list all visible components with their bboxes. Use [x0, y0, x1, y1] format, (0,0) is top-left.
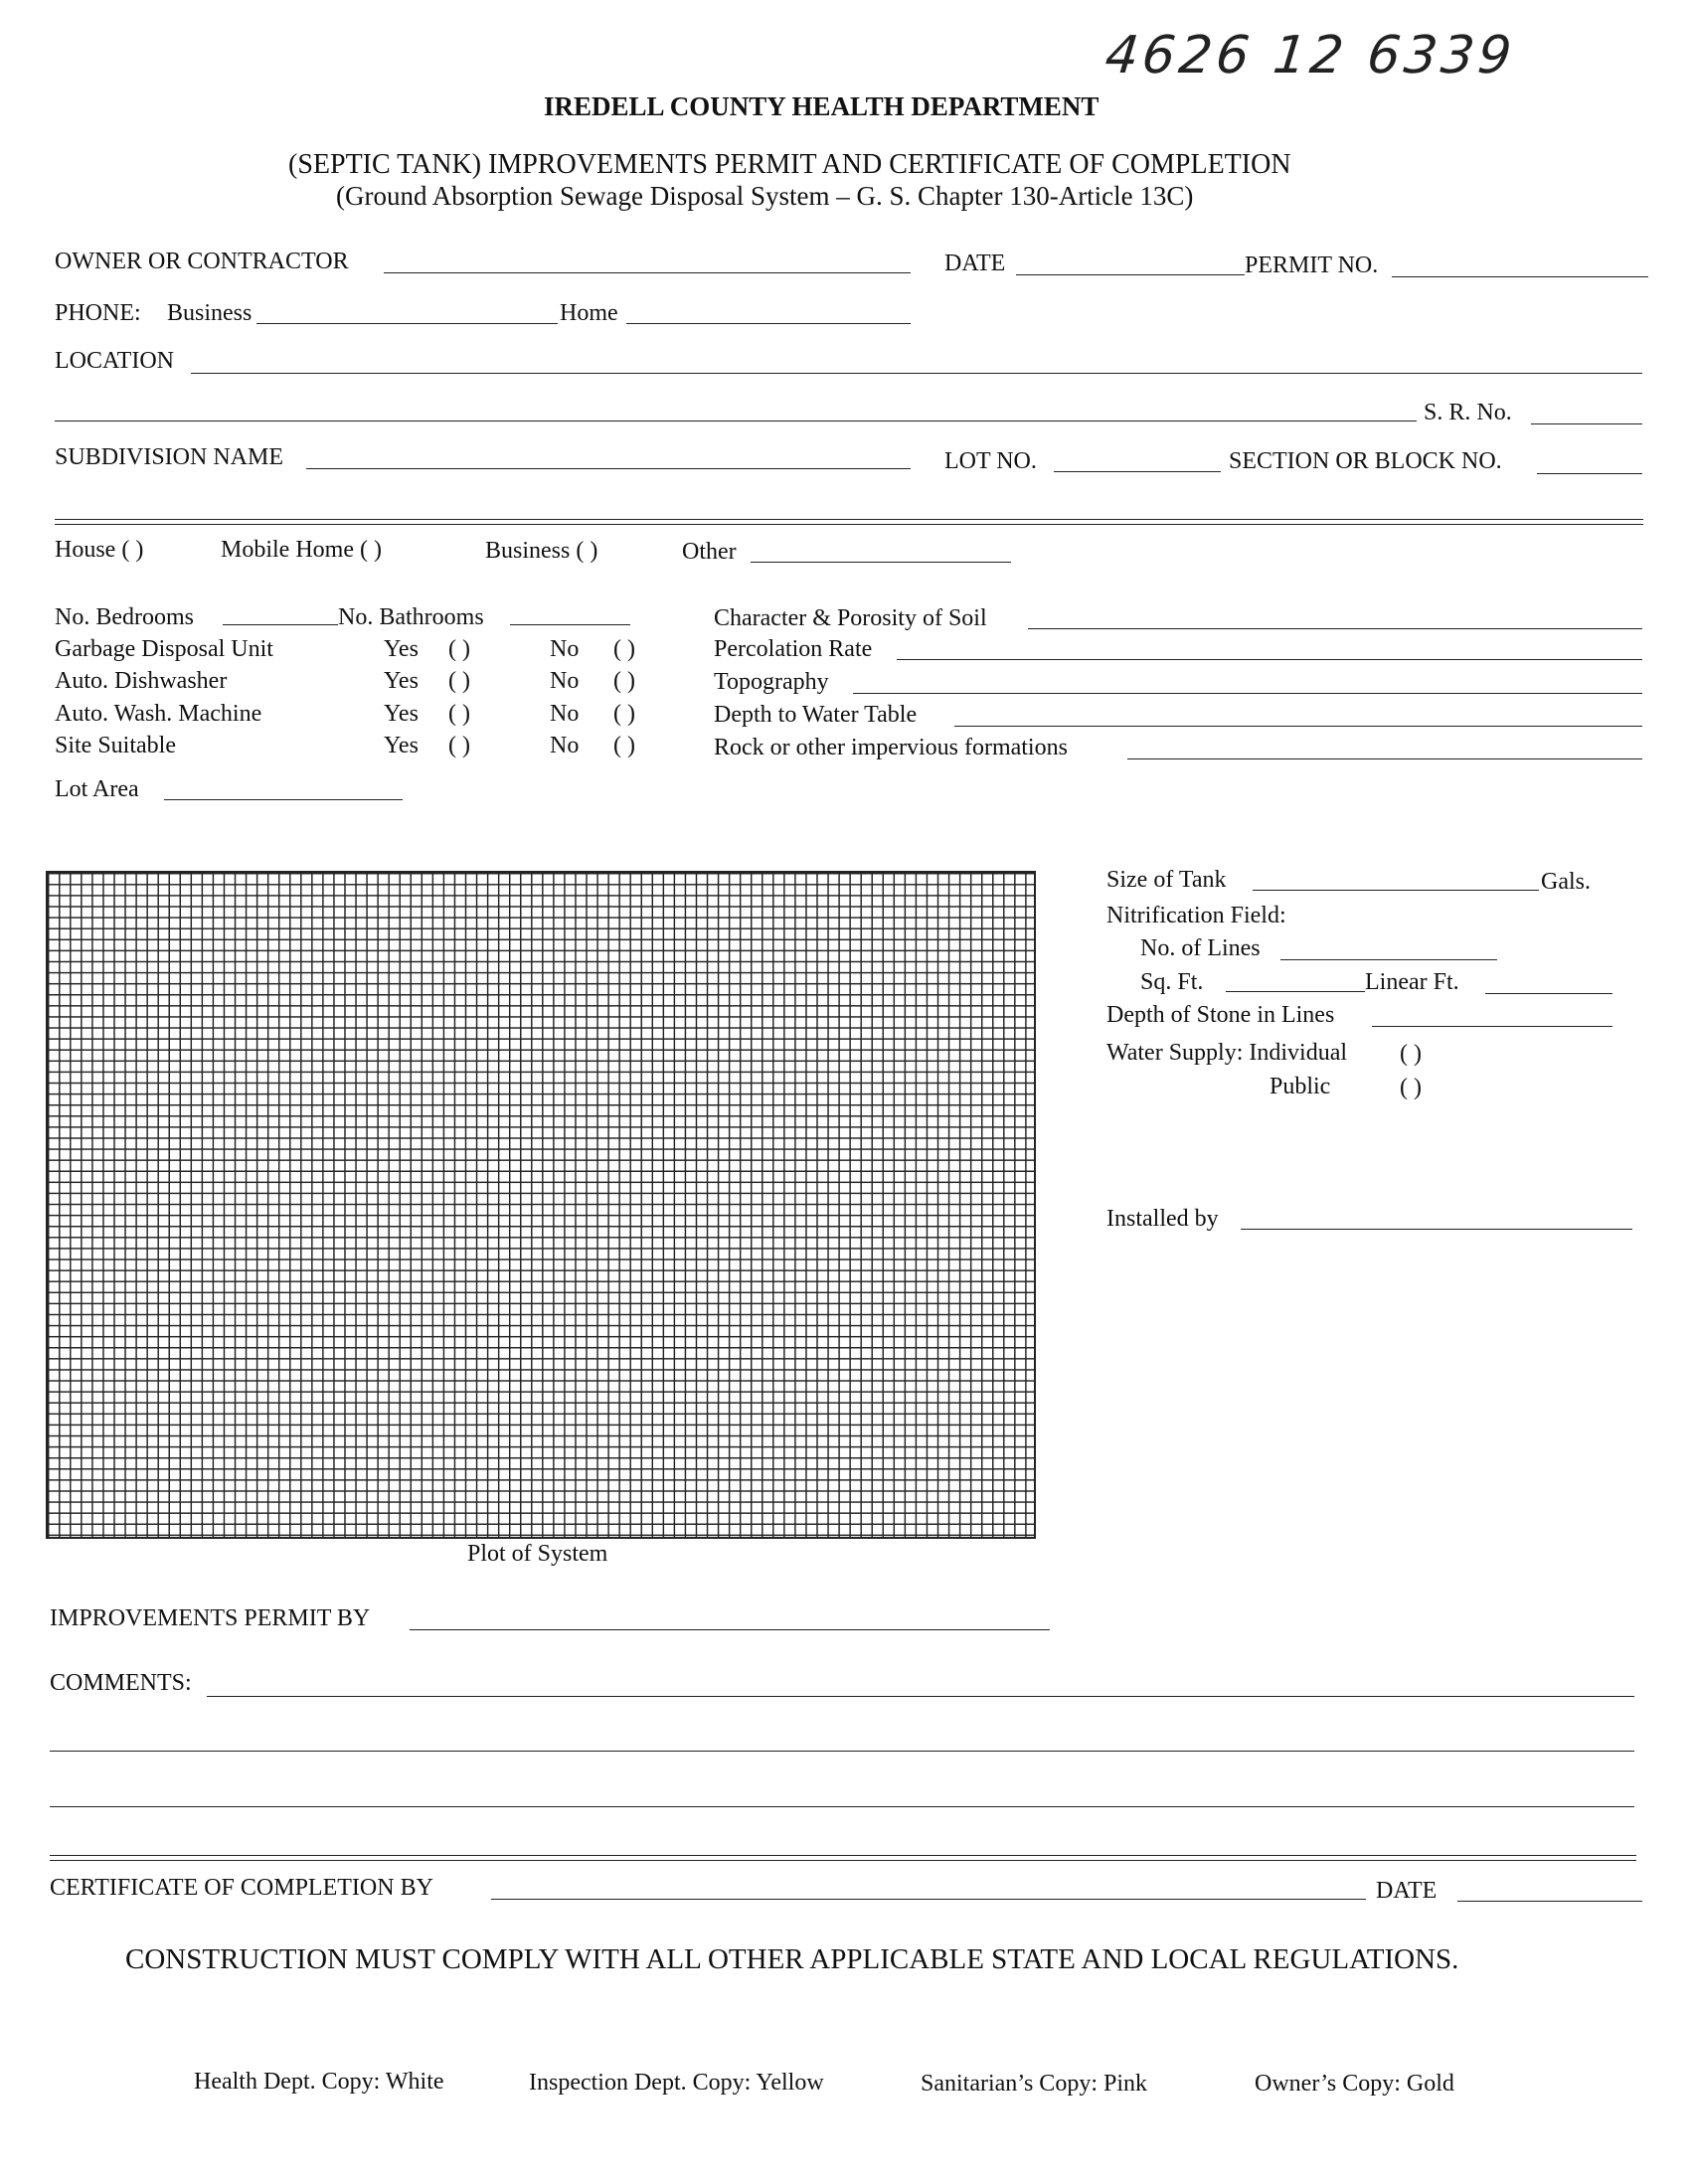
- lot-no-field[interactable]: [1054, 471, 1221, 472]
- lot-area-label: Lot Area: [55, 776, 139, 802]
- section-block-label: SECTION OR BLOCK NO.: [1229, 448, 1502, 474]
- improvements-permit-label: IMPROVEMENTS PERMIT BY: [50, 1605, 371, 1631]
- site-suitable-no-label: No: [550, 733, 580, 758]
- certificate-divider: [50, 1855, 1636, 1861]
- other-field[interactable]: [751, 562, 1011, 563]
- owner-copy: Owner’s Copy: Gold: [1255, 2071, 1454, 2097]
- certificate-label: CERTIFICATE OF COMPLETION BY: [50, 1875, 433, 1901]
- lot-no-label: LOT NO.: [944, 448, 1037, 474]
- garbage-yes-label: Yes: [384, 636, 419, 662]
- sr-no-label: S. R. No.: [1424, 400, 1512, 425]
- section-divider: [55, 519, 1643, 525]
- bedrooms-label: No. Bedrooms: [55, 604, 194, 630]
- water-table-label: Depth to Water Table: [714, 702, 918, 728]
- garbage-no-label: No: [550, 636, 580, 662]
- regulations-notice: CONSTRUCTION MUST COMPLY WITH ALL OTHER APPLICABLE STATE AND LOCAL REGULATIONS.: [125, 1943, 1459, 1975]
- linear-ft-field[interactable]: [1485, 993, 1612, 994]
- public-label: Public: [1270, 1074, 1331, 1099]
- phone-label: PHONE:: [55, 300, 141, 326]
- phone-business-field[interactable]: [256, 323, 558, 324]
- dishwasher-label: Auto. Dishwasher: [55, 668, 228, 694]
- garbage-no-checkbox[interactable]: ( ): [613, 636, 635, 662]
- date-field[interactable]: [1016, 274, 1245, 275]
- percolation-rate-field[interactable]: [897, 659, 1642, 660]
- sq-ft-field[interactable]: [1226, 991, 1365, 992]
- comments-field-line3[interactable]: [50, 1806, 1634, 1807]
- business-checkbox[interactable]: Business ( ): [485, 538, 598, 564]
- gals-label: Gals.: [1541, 869, 1591, 895]
- location-label: LOCATION: [55, 348, 174, 374]
- dishwasher-no-label: No: [550, 668, 580, 694]
- rock-formations-field[interactable]: [1127, 758, 1642, 759]
- lot-area-field[interactable]: [164, 799, 403, 800]
- bedrooms-field[interactable]: [223, 624, 338, 625]
- owner-field[interactable]: [384, 272, 911, 273]
- public-checkbox[interactable]: ( ): [1400, 1075, 1422, 1100]
- improvements-permit-field[interactable]: [410, 1629, 1050, 1630]
- soil-character-label: Character & Porosity of Soil: [714, 605, 987, 631]
- percolation-rate-label: Percolation Rate: [714, 636, 873, 662]
- garbage-disposal-label: Garbage Disposal Unit: [55, 636, 273, 662]
- plot-caption: Plot of System: [467, 1541, 608, 1567]
- subdivision-field[interactable]: [306, 468, 911, 469]
- tank-size-label: Size of Tank: [1106, 867, 1227, 893]
- nitrification-label: Nitrification Field:: [1106, 903, 1286, 928]
- comments-field-line2[interactable]: [50, 1751, 1634, 1752]
- location-field-line2[interactable]: [55, 420, 1417, 421]
- washing-machine-yes-label: Yes: [384, 701, 419, 727]
- certificate-field[interactable]: [491, 1899, 1366, 1900]
- stone-depth-label: Depth of Stone in Lines: [1106, 1002, 1335, 1028]
- phone-business-label: Business: [167, 300, 253, 326]
- water-supply-label: Water Supply: Individual: [1106, 1040, 1348, 1066]
- subdivision-label: SUBDIVISION NAME: [55, 444, 284, 470]
- mobile-home-checkbox[interactable]: Mobile Home ( ): [221, 537, 382, 563]
- water-table-field[interactable]: [954, 726, 1642, 727]
- stone-depth-field[interactable]: [1372, 1026, 1612, 1027]
- dishwasher-yes-checkbox[interactable]: ( ): [448, 668, 470, 694]
- sanitarian-copy: Sanitarian’s Copy: Pink: [921, 2071, 1147, 2097]
- soil-character-field[interactable]: [1028, 628, 1642, 629]
- sr-no-field[interactable]: [1531, 423, 1642, 424]
- handwritten-file-number: 4626 12 6339: [1101, 26, 1519, 85]
- washing-machine-yes-checkbox[interactable]: ( ): [448, 701, 470, 727]
- linear-ft-label: Linear Ft.: [1365, 969, 1459, 995]
- individual-checkbox[interactable]: ( ): [1400, 1041, 1422, 1067]
- washing-machine-no-checkbox[interactable]: ( ): [613, 701, 635, 727]
- certificate-date-field[interactable]: [1457, 1901, 1642, 1902]
- installed-by-label: Installed by: [1106, 1206, 1219, 1232]
- bathrooms-label: No. Bathrooms: [338, 604, 484, 630]
- owner-label: OWNER OR CONTRACTOR: [55, 249, 349, 274]
- section-block-field[interactable]: [1537, 473, 1642, 474]
- garbage-yes-checkbox[interactable]: ( ): [448, 636, 470, 662]
- bathrooms-field[interactable]: [510, 624, 630, 625]
- date-label: DATE: [944, 251, 1006, 276]
- washing-machine-label: Auto. Wash. Machine: [55, 701, 262, 727]
- form-subtitle: (Ground Absorption Sewage Disposal System – G. S. Chapter 130-Article 13C): [336, 181, 1194, 211]
- topography-field[interactable]: [853, 693, 1642, 694]
- house-checkbox[interactable]: House ( ): [55, 537, 144, 563]
- rock-formations-label: Rock or other impervious formations: [714, 735, 1068, 760]
- other-label: Other: [682, 539, 737, 565]
- phone-home-field[interactable]: [626, 323, 911, 324]
- site-suitable-yes-checkbox[interactable]: ( ): [448, 733, 470, 758]
- site-suitable-yes-label: Yes: [384, 733, 419, 758]
- certificate-date-label: DATE: [1376, 1878, 1438, 1904]
- dishwasher-yes-label: Yes: [384, 668, 419, 694]
- permit-no-label: PERMIT NO.: [1245, 252, 1379, 278]
- inspection-dept-copy: Inspection Dept. Copy: Yellow: [529, 2070, 824, 2096]
- site-suitable-no-checkbox[interactable]: ( ): [613, 733, 635, 758]
- sq-ft-label: Sq. Ft.: [1140, 969, 1204, 995]
- lines-count-label: No. of Lines: [1140, 935, 1261, 961]
- topography-label: Topography: [714, 669, 829, 695]
- plot-of-system-grid[interactable]: [46, 871, 1036, 1539]
- permit-no-field[interactable]: [1392, 276, 1648, 277]
- dishwasher-no-checkbox[interactable]: ( ): [613, 668, 635, 694]
- form-title: (SEPTIC TANK) IMPROVEMENTS PERMIT AND CERTIFICATE OF COMPLETION: [288, 149, 1291, 180]
- lines-count-field[interactable]: [1280, 959, 1497, 960]
- phone-home-label: Home: [560, 300, 618, 326]
- tank-size-field[interactable]: [1253, 890, 1539, 891]
- department-heading: IREDELL COUNTY HEALTH DEPARTMENT: [544, 91, 1100, 121]
- installed-by-field[interactable]: [1241, 1229, 1632, 1230]
- health-dept-copy: Health Dept. Copy: White: [194, 2069, 444, 2095]
- comments-field-line1[interactable]: [207, 1696, 1634, 1697]
- comments-label: COMMENTS:: [50, 1670, 192, 1696]
- site-suitable-label: Site Suitable: [55, 733, 176, 758]
- washing-machine-no-label: No: [550, 701, 580, 727]
- location-field[interactable]: [191, 373, 1642, 374]
